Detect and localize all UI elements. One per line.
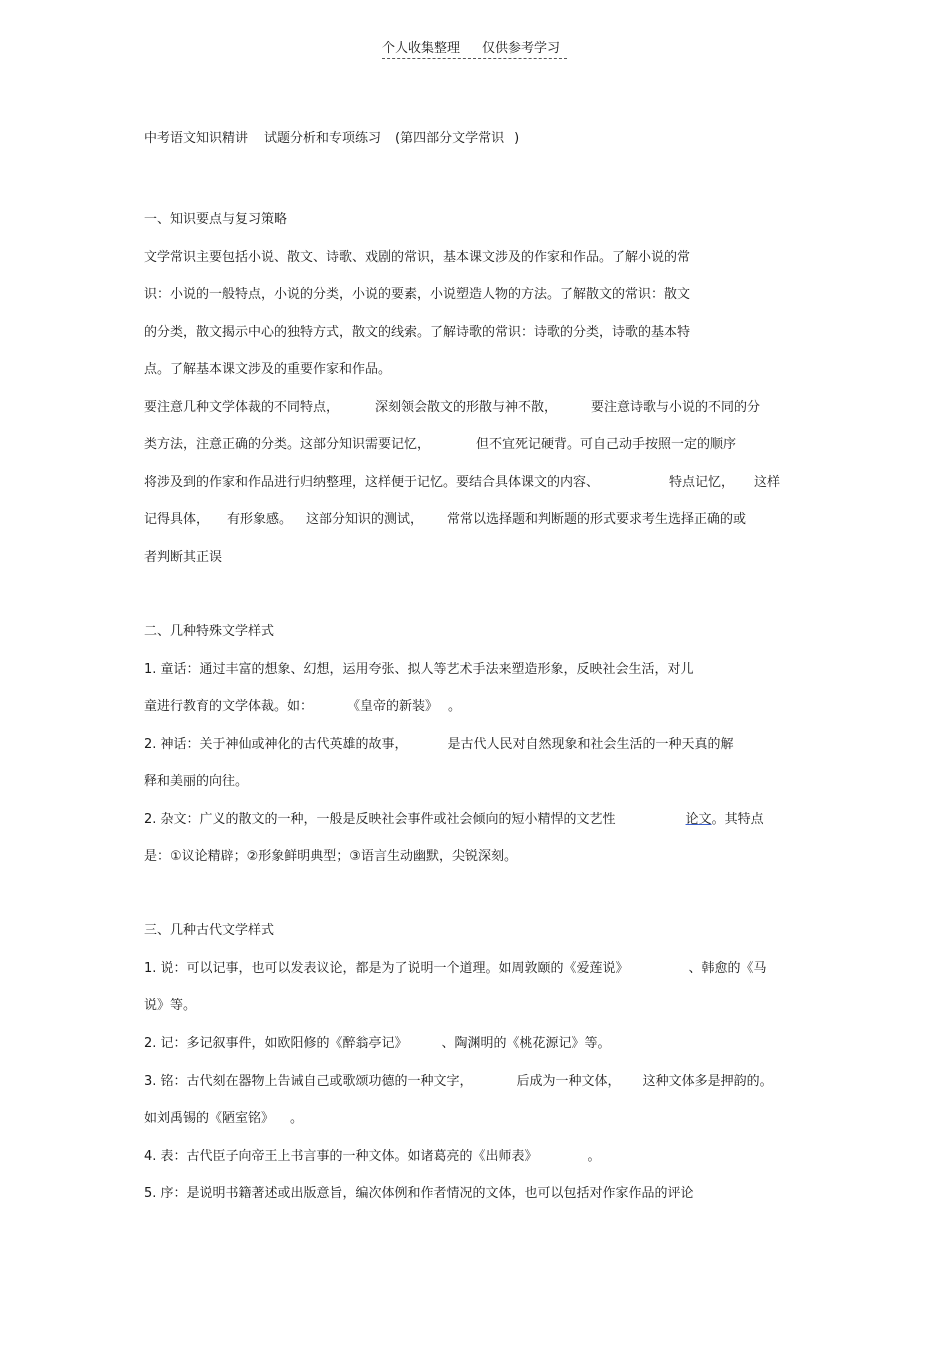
- title-part-1: 中考语文知识精讲: [144, 131, 249, 146]
- section-1-p2-line-1: 要注意几种文学体裁的不同特点， 深刻领会散文的形散与神不散， 要注意诗歌与小说的不同的分: [144, 400, 761, 415]
- essay-link[interactable]: 论文: [685, 812, 712, 827]
- section-3-item-4-line-1: 4. 表：古代臣子向帝王上书言事的一种文体。如诸葛亮的《出师表》 。: [144, 1149, 601, 1164]
- section-1-p2-line-3: 将涉及到的作家和作品进行归纳整理，这样便于记忆。要结合具体课文的内容、 特点记忆， 这样: [144, 475, 781, 490]
- section-2-item-2-line-2: 释和美丽的向往。: [144, 774, 249, 789]
- section-1-heading: 一、知识要点与复习策略: [144, 212, 288, 227]
- section-3-item-2-line-1: 2. 记：多记叙事件，如欧阳修的《醉翁亭记》 、陶渊明的《桃花源记》等。: [144, 1036, 611, 1051]
- section-1-p2-line-2: 类方法，注意正确的分类。这部分知识需要记忆， 但不宜死记硬背。可自己动手按照一定的顺序: [144, 437, 737, 452]
- section-1-p1-line-3: 的分类，散文揭示中心的独特方式，散文的线索。了解诗歌的常识：诗歌的分类，诗歌的基本特: [144, 325, 691, 340]
- section-1-p1-line-4: 点。了解基本课文涉及的重要作家和作品。: [144, 362, 392, 377]
- section-3-heading: 三、几种古代文学样式: [144, 923, 275, 938]
- section-2-item-2-line-1: 2. 神话：关于神仙或神化的古代英雄的故事， 是古代人民对自然现象和社会生活的一种天真的解: [144, 737, 734, 752]
- header-left-text: 个人收集整理: [382, 41, 461, 56]
- section-2-heading: 二、几种特殊文学样式: [144, 624, 275, 639]
- section-1-p1-line-1: 文学常识主要包括小说、散文、诗歌、戏剧的常识，基本课文涉及的作家和作品。了解小说的常: [144, 250, 691, 265]
- header-right-text: 仅供参考学习: [482, 41, 561, 56]
- section-2-item-1-line-1: 1. 童话：通过丰富的想象、幻想，运用夸张、拟人等艺术手法来塑造形象，反映社会生活，对儿: [144, 662, 694, 677]
- section-3-item-5-line-1: 5. 序：是说明书籍著述或出版意旨，编次体例和作者情况的文体，也可以包括对作家作品的评论: [144, 1186, 694, 1201]
- header-dashed-rule: [382, 58, 567, 59]
- section-1-p2-line-5: 者判断其正误: [144, 550, 223, 565]
- section-2-item-3-line-1: 2. 杂文：广义的散文的一种，一般是反映社会事件或社会倾向的短小精悍的文艺性 论文。其特点: [144, 812, 764, 827]
- title-part-3: (第四部分文学常识: [395, 131, 505, 146]
- section-3-item-1-line-1: 1. 说：可以记事，也可以发表议论，都是为了说明一个道理。如周敦颐的《爱莲说》 、韩愈的《马: [144, 961, 767, 976]
- title-part-2: 试题分析和专项练习: [264, 131, 382, 146]
- section-3-item-3-line-2: 如刘禹锡的《陋室铭》 。: [144, 1111, 304, 1126]
- page-header: [382, 40, 560, 58]
- title-part-4: ): [514, 131, 520, 146]
- section-1-p2-line-4: 记得具体， 有形象感。 这部分知识的测试， 常常以选择题和判断题的形式要求考生选择正确的或: [144, 512, 747, 527]
- document-title: [144, 130, 519, 148]
- section-2-item-1-line-2: 童进行教育的文学体裁。如： 《皇帝的新装》 。: [144, 699, 462, 714]
- section-1-p1-line-2: 识：小说的一般特点，小说的分类，小说的要素，小说塑造人物的方法。了解散文的常识：散文: [144, 287, 691, 302]
- section-3-item-1-line-2: 说》等。: [144, 998, 197, 1013]
- section-2-item-3-line-2: 是：①议论精辟；②形象鲜明典型；③语言生动幽默，尖锐深刻。: [144, 849, 517, 864]
- section-3-item-3-line-1: 3. 铭：古代刻在器物上告诫自己或歌颂功德的一种文字， 后成为一种文体， 这种文体多是押韵的。: [144, 1074, 773, 1089]
